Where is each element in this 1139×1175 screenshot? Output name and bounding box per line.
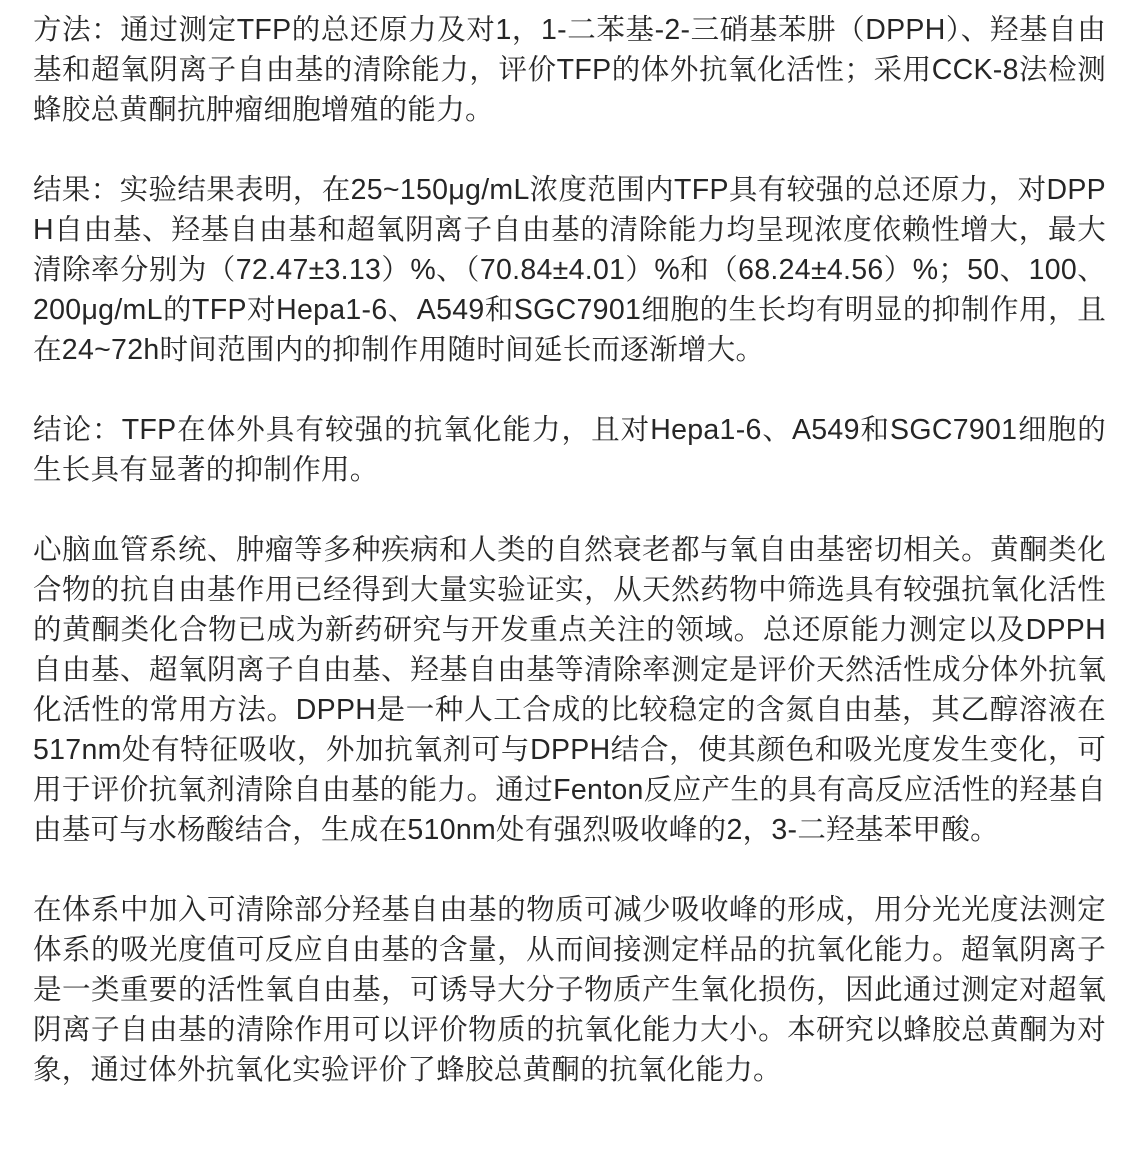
paragraph-background-method-rationale: 在体系中加入可清除部分羟基自由基的物质可减少吸收峰的形成，用分光光度法测定体系的吸光度值可反应自由基的含量，从而间接测定样品的抗氧化能力。超氧阴离子是一类重要的活性氧自由基，可诱导大分子物质产生氧化损伤，因此通过测定对超氧阴离子自由基的清除作用可以评价物质的抗氧化能力大小。本研究以蜂胶总黄酮为对象，通过体外抗氧化实验评价了蜂胶总黄酮的抗氧化能力。 bbox=[33, 894, 1106, 1086]
paragraph-background-intro: 心脑血管系统、肿瘤等多种疾病和人类的自然衰老都与氧自由基密切相关。黄酮类化合物的抗自由基作用已经得到大量实验证实，从天然药物中筛选具有较强抗氧化活性的黄酮类化合物已成为新药研究与开发重点关注的领域。总还原能力测定以及DPPH自由基、超氧阴离子自由基、羟基自由基等清除率测定是评价天然活性成分体外抗氧化活性的常用方法。DPPH是一种人工合成的比较稳定的含氮自由基，其乙醇溶液在517nm处有特征吸收，外加抗氧剂可与DPPH结合，使其颜色和吸光度发生变化，可用于评价抗氧剂清除自由基的能力。通过Fenton反应产生的具有高反应活性的羟基自由基可与水杨酸结合，生成在510nm处有强烈吸收峰的2，3-二羟基苯甲酸。 bbox=[33, 534, 1106, 846]
paragraph-conclusion: 结论：TFP在体外具有较强的抗氧化能力，且对Hepa1-6、A549和SGC7901细胞的生长具有显著的抑制作用。 bbox=[33, 414, 1106, 486]
paragraph-results: 结果：实验结果表明，在25~150μg/mL浓度范围内TFP具有较强的总还原力，对DPPH自由基、羟基自由基和超氧阴离子自由基的清除能力均呈现浓度依赖性增大，最大清除率分别为（72.47±3.13）%、（70.84±4.01）%和（68.24±4.56）%；50、100、200μg/mL的TFP对Hepa1-6、A549和SGC7901细胞的生长均有明显的抑制作用，且在24~72h时间范围内的抑制作用随时间延长而逐渐增大。 bbox=[33, 174, 1106, 366]
paragraph-methods: 方法：通过测定TFP的总还原力及对1，1-二苯基-2-三硝基苯肼（DPPH）、羟基自由基和超氧阴离子自由基的清除能力，评价TFP的体外抗氧化活性；采用CCK-8法检测蜂胶总黄酮抗肿瘤细胞增殖的能力。 bbox=[33, 14, 1106, 126]
